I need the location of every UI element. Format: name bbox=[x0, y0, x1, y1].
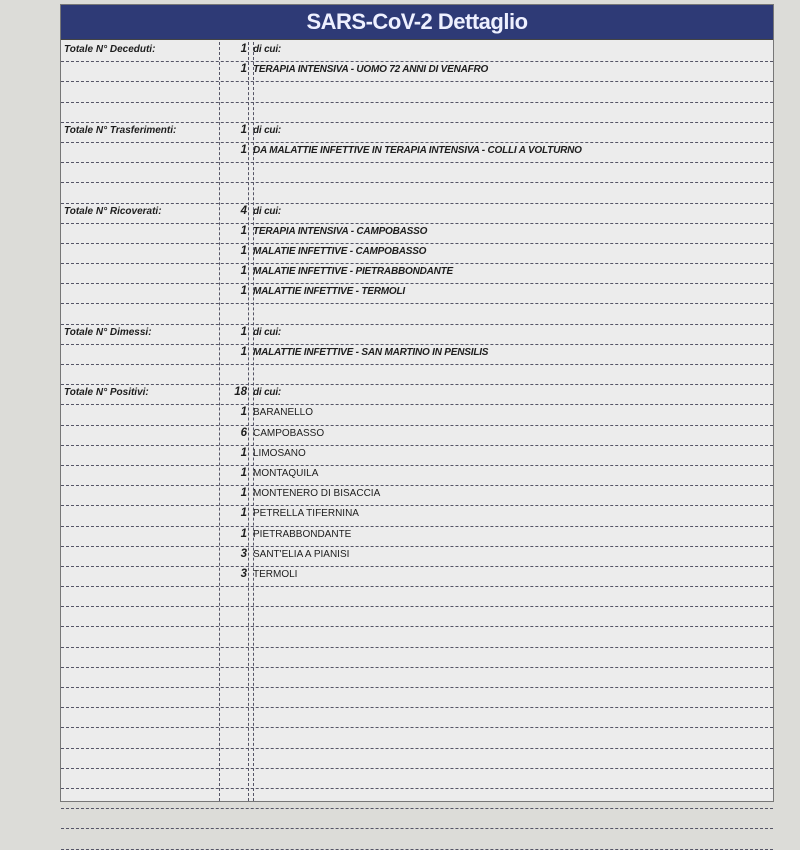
item-count: 1 bbox=[240, 487, 247, 500]
table-row bbox=[61, 123, 773, 143]
empty-row bbox=[61, 829, 773, 849]
table-row bbox=[61, 103, 773, 123]
item-count: 1 bbox=[240, 143, 247, 156]
table-row bbox=[61, 466, 773, 486]
item-count: 1 bbox=[240, 244, 247, 257]
item-text: MONTAQUILA bbox=[253, 467, 319, 479]
table-row bbox=[61, 82, 773, 102]
empty-row bbox=[61, 587, 773, 607]
sheet-title: SARS-CoV-2 Dettaglio bbox=[61, 5, 773, 40]
positivi-label: Totale N° Positivi: bbox=[64, 387, 149, 399]
item-text: MALATTIE INFETTIVE - SAN MARTINO IN PENSILIS bbox=[253, 346, 489, 358]
table-row bbox=[61, 224, 773, 244]
empty-row bbox=[61, 607, 773, 627]
table-row bbox=[61, 264, 773, 284]
empty-row bbox=[61, 648, 773, 668]
item-count: 1 bbox=[240, 446, 247, 459]
table-row bbox=[61, 244, 773, 264]
empty-row bbox=[61, 627, 773, 647]
empty-row bbox=[61, 668, 773, 688]
positivi-di-cui: di cui: bbox=[253, 387, 282, 399]
dimessi-count: 1 bbox=[240, 325, 247, 338]
table-row bbox=[61, 486, 773, 506]
table-row bbox=[61, 143, 773, 163]
item-text: MALATIE INFETTIVE - PIETRABBONDANTE bbox=[253, 266, 454, 278]
dimessi-label: Totale N° Dimessi: bbox=[64, 326, 152, 338]
empty-row bbox=[61, 708, 773, 728]
table-row bbox=[61, 446, 773, 466]
table-row bbox=[61, 62, 773, 82]
table-row bbox=[61, 42, 773, 62]
table-row bbox=[61, 304, 773, 324]
item-count: 1 bbox=[240, 63, 247, 76]
item-count: 1 bbox=[240, 224, 247, 237]
trasferimenti-di-cui: di cui: bbox=[253, 124, 282, 136]
item-text: SANT'ELIA A PIANISI bbox=[253, 548, 350, 560]
table-row bbox=[61, 426, 773, 446]
item-count: 1 bbox=[240, 466, 247, 479]
item-text: MALATIE INFETTIVE - CAMPOBASSO bbox=[253, 245, 427, 257]
table-row bbox=[61, 405, 773, 425]
item-text: LIMOSANO bbox=[253, 447, 306, 459]
table-row bbox=[61, 183, 773, 203]
empty-row bbox=[61, 769, 773, 789]
deceduti-count: 1 bbox=[240, 43, 247, 55]
table-row bbox=[61, 204, 773, 224]
item-text: CAMPOBASSO bbox=[253, 427, 325, 439]
table-row bbox=[61, 163, 773, 183]
empty-row bbox=[61, 728, 773, 748]
item-count: 6 bbox=[240, 426, 247, 439]
item-text: TERAPIA INTENSIVA - CAMPOBASSO bbox=[253, 225, 428, 237]
item-text: PIETRABBONDANTE bbox=[253, 528, 352, 540]
item-count: 1 bbox=[240, 345, 247, 358]
table-row bbox=[61, 365, 773, 385]
table-row bbox=[61, 567, 773, 587]
spreadsheet-sheet bbox=[60, 4, 774, 802]
item-text: PETRELLA TIFERNINA bbox=[253, 508, 359, 520]
item-count: 3 bbox=[240, 547, 247, 560]
deceduti-label: Totale N° Deceduti: bbox=[64, 44, 156, 55]
empty-row bbox=[61, 809, 773, 829]
sheet-grid bbox=[61, 42, 773, 850]
trasferimenti-label: Totale N° Trasferimenti: bbox=[64, 124, 177, 136]
item-count: 3 bbox=[240, 567, 247, 580]
dimessi-di-cui: di cui: bbox=[253, 326, 282, 338]
item-text: MALATTIE INFETTIVE - TERMOLI bbox=[253, 286, 405, 298]
deceduti-di-cui: di cui: bbox=[253, 44, 282, 55]
item-text: TERMOLI bbox=[253, 568, 298, 580]
positivi-count: 18 bbox=[234, 386, 247, 399]
table-row bbox=[61, 385, 773, 405]
item-text: BARANELLO bbox=[253, 407, 314, 419]
table-row bbox=[61, 325, 773, 345]
ricoverati-label: Totale N° Ricoverati: bbox=[64, 205, 162, 217]
ricoverati-count: 4 bbox=[240, 204, 247, 217]
item-count: 1 bbox=[240, 527, 247, 540]
table-row bbox=[61, 345, 773, 365]
table-row bbox=[61, 547, 773, 567]
empty-row bbox=[61, 749, 773, 769]
table-row bbox=[61, 506, 773, 526]
item-text: DA MALATTIE INFETTIVE IN TERAPIA INTENSIVA - COLLI A VOLTURNO bbox=[253, 144, 582, 156]
item-text: TERAPIA INTENSIVA - UOMO 72 ANNI DI VENAFRO bbox=[253, 64, 489, 76]
item-count: 1 bbox=[240, 507, 247, 520]
empty-row bbox=[61, 789, 773, 809]
item-count: 1 bbox=[240, 406, 247, 419]
empty-row bbox=[61, 688, 773, 708]
item-text: MONTENERO DI BISACCIA bbox=[253, 488, 381, 500]
trasferimenti-count: 1 bbox=[240, 123, 247, 136]
item-count: 1 bbox=[240, 285, 247, 298]
item-count: 1 bbox=[240, 265, 247, 278]
table-row bbox=[61, 527, 773, 547]
ricoverati-di-cui: di cui: bbox=[253, 205, 282, 217]
table-row bbox=[61, 284, 773, 304]
